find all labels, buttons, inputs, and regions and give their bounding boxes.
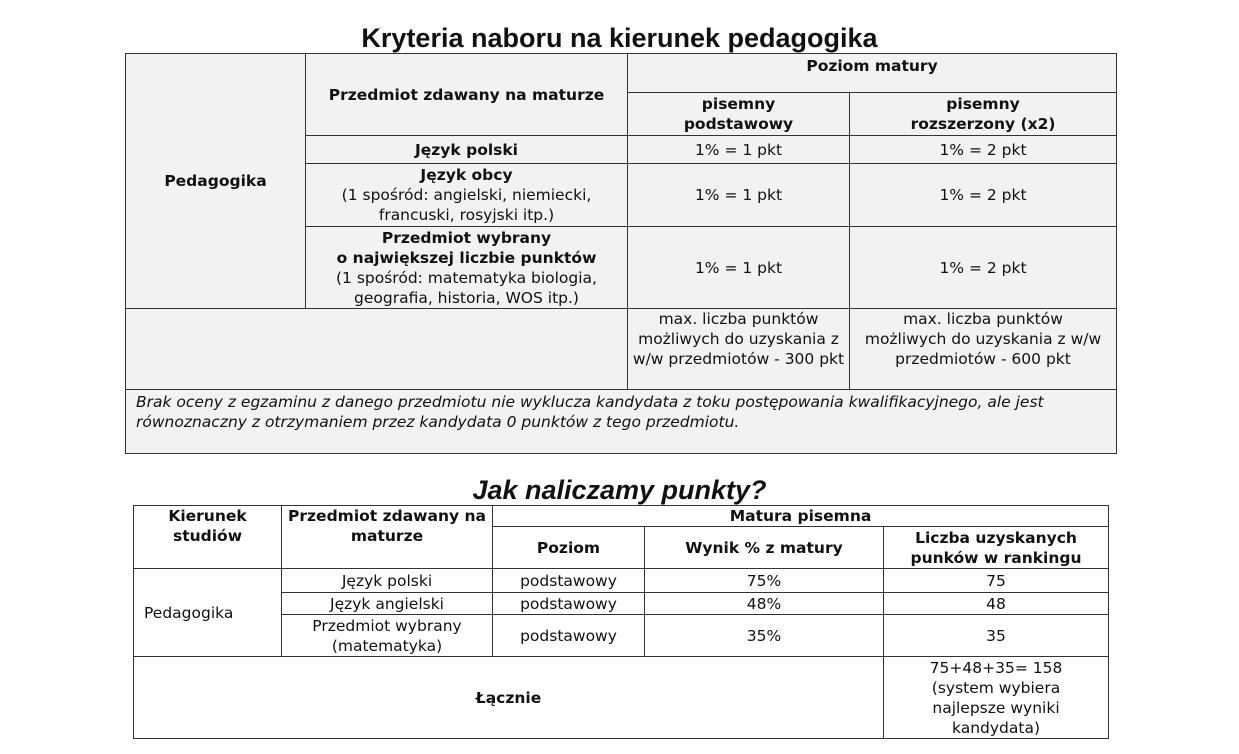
header-level: Poziom — [493, 527, 645, 569]
header-result: Wynik % z matury — [645, 527, 884, 569]
col-basic-header: pisemny podstawowy — [628, 93, 850, 136]
total-value: 75+48+35= 158 (system wybiera najlepsze wyniki kandydata) — [884, 657, 1109, 739]
subject-foreign-language: Język obcy (1 spośród: angielski, niemiecki, francuski, rosyjski itp.) — [306, 164, 628, 227]
points-cell: 48 — [884, 593, 1109, 615]
polish-extended: 1% = 2 pkt — [850, 136, 1117, 164]
total-label: Łącznie — [134, 657, 884, 739]
note-cell: Brak oceny z egzaminu z danego przedmiotu nie wyklucza kandydata z toku postępowania kwalifikacyjnego, ale jest równoznaczny z otrzymaniem przez kandydata 0 punktów z tego przedmiotu. — [126, 390, 1117, 454]
empty-cell — [126, 309, 628, 390]
subject-cell: Przedmiot wybrany (matematyka) — [282, 615, 493, 657]
elective-basic: 1% = 1 pkt — [628, 227, 850, 309]
result-cell: 48% — [645, 593, 884, 615]
result-cell: 75% — [645, 569, 884, 593]
subject-elective: Przedmiot wybrany o największej liczbie punktów (1 spośród: matematyka biologia, geografia, historia, WOS itp.) — [306, 227, 628, 309]
col-extended-header: pisemny rozszerzony (x2) — [850, 93, 1117, 136]
level-cell: podstawowy — [493, 615, 645, 657]
header-subject: Przedmiot zdawany na maturze — [282, 506, 493, 569]
header-exam: Matura pisemna — [493, 506, 1109, 527]
header-field: Kierunek studiów — [134, 506, 282, 569]
field-cell: Pedagogika — [134, 569, 282, 657]
elective-extended: 1% = 2 pkt — [850, 227, 1117, 309]
result-cell: 35% — [645, 615, 884, 657]
level-cell: podstawowy — [493, 593, 645, 615]
page-title: Kryteria naboru na kierunek pedagogika — [361, 23, 878, 53]
field-name-cell: Pedagogika — [126, 54, 306, 309]
level-cell: podstawowy — [493, 569, 645, 593]
max-basic-cell: max. liczba punktów możliwych do uzyskania z w/w przedmiotów - 300 pkt — [628, 309, 850, 390]
level-header: Poziom matury — [628, 54, 1117, 93]
section-title: Jak naliczamy punkty? — [472, 475, 767, 505]
subject-header: Przedmiot zdawany na maturze — [306, 54, 628, 136]
criteria-table — [125, 53, 1117, 454]
foreign-basic: 1% = 1 pkt — [628, 164, 850, 227]
header-points: Liczba uzyskanych punków w rankingu — [884, 527, 1109, 569]
example-table — [133, 505, 1109, 739]
points-cell: 35 — [884, 615, 1109, 657]
table-row — [134, 569, 1109, 593]
subject-cell: Język polski — [282, 569, 493, 593]
subject-cell: Język angielski — [282, 593, 493, 615]
polish-basic: 1% = 1 pkt — [628, 136, 850, 164]
max-extended-cell: max. liczba punktów możliwych do uzyskania z w/w przedmiotów - 600 pkt — [850, 309, 1117, 390]
points-cell: 75 — [884, 569, 1109, 593]
subject-polish: Język polski — [306, 136, 628, 164]
foreign-extended: 1% = 2 pkt — [850, 164, 1117, 227]
